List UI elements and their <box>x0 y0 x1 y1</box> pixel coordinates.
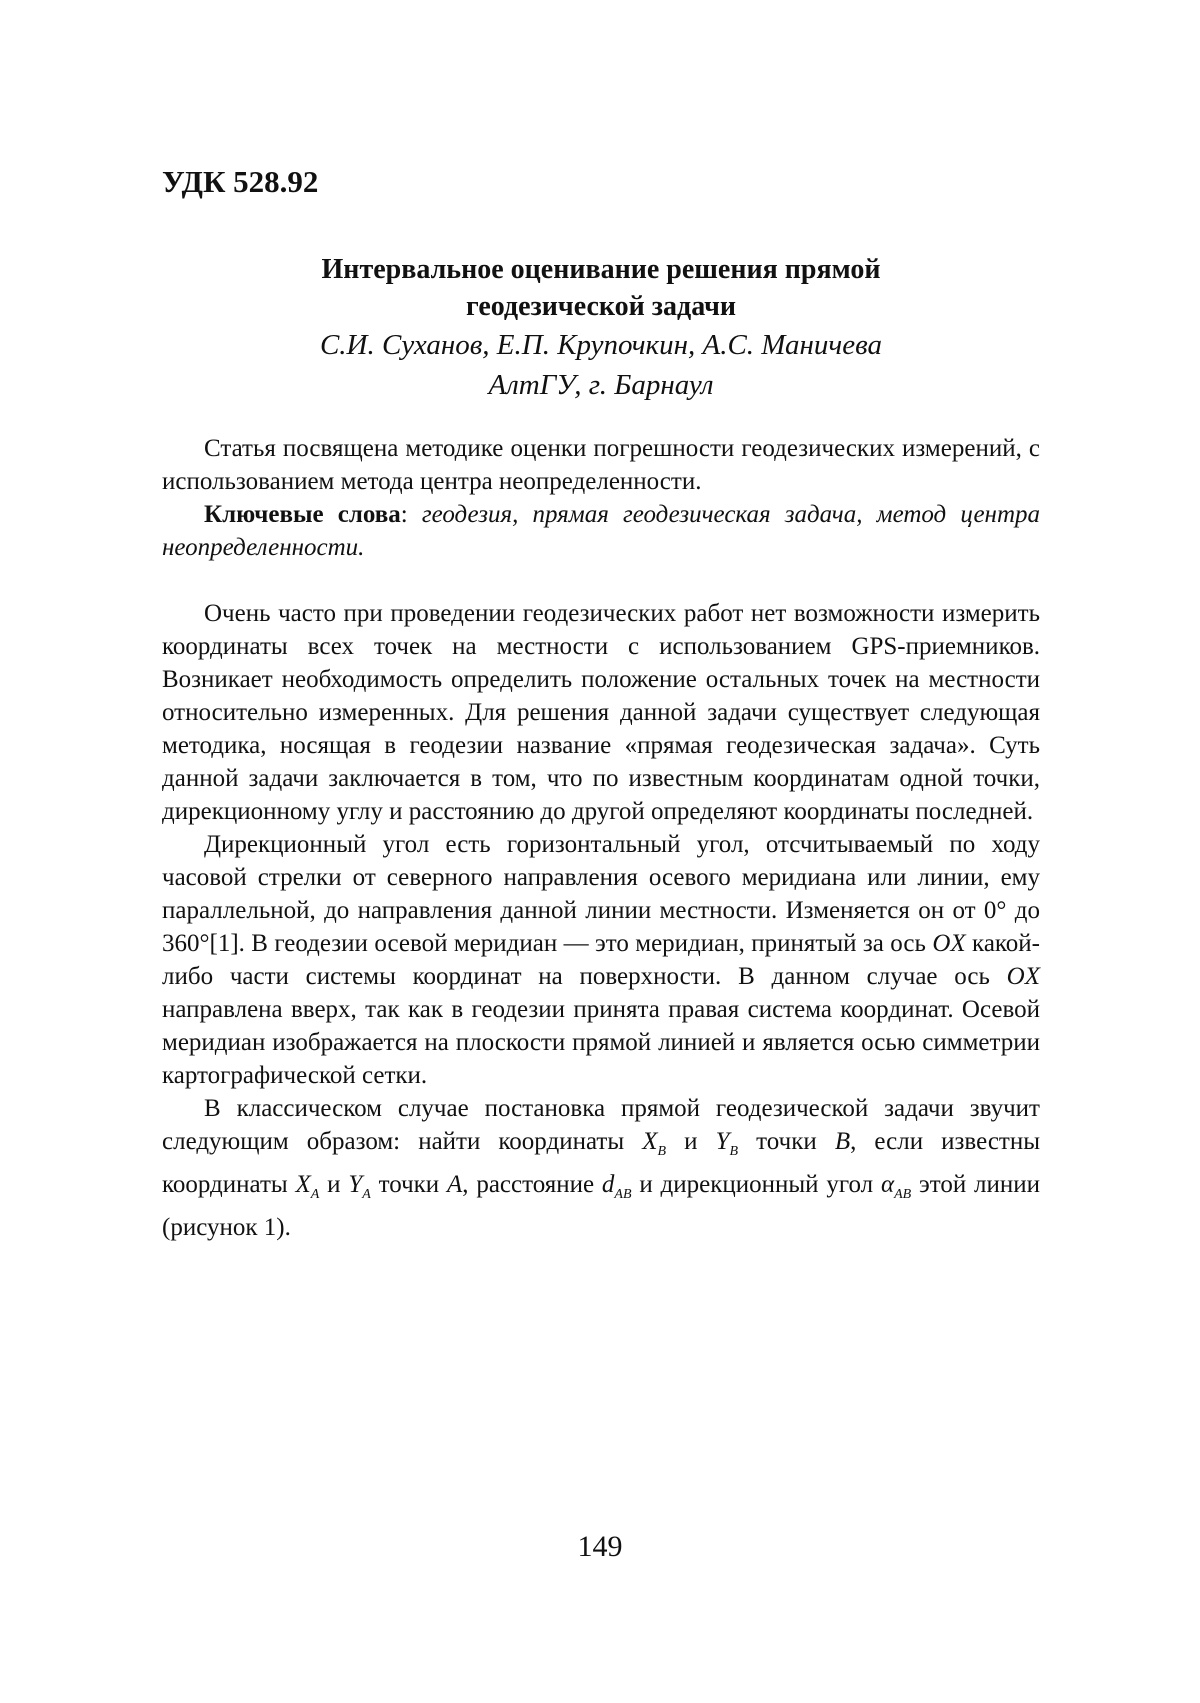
var-ya-sub: A <box>362 1187 371 1202</box>
title-line-1: Интервальное оценивание решения прямой <box>162 251 1040 288</box>
abstract: Статья посвящена методике оценки погрешности геодезических измерений, с использованием метода центра неопределенности. <box>162 432 1040 498</box>
title-line-2: геодезической задачи <box>162 288 1040 325</box>
var-d-sub: AB <box>614 1187 631 1202</box>
var-a: A <box>447 1171 462 1198</box>
var-xb: X <box>642 1128 657 1155</box>
var-ya: Y <box>348 1171 362 1198</box>
affiliation: АлтГУ, г. Барнаул <box>162 365 1040 405</box>
p2-text-a: Дирекционный угол есть горизонтальный угол, отсчитываемый по ходу часовой стрелки от северного направления осевого меридиана или линии, ему параллельной, до направления данной линии местности. Изменяется он от 0° до 360°[1]. В геодезии осевой меридиан — это меридиан, принятый за ось <box>162 831 1040 957</box>
p3-point-2: точки <box>371 1171 447 1198</box>
axis-ox-2: OX <box>1007 963 1040 990</box>
var-alpha-sub: AB <box>894 1187 911 1202</box>
udk-code: УДК 528.92 <box>162 162 1040 202</box>
keywords-sep: : <box>401 501 408 528</box>
article-title <box>162 251 1040 325</box>
keywords <box>162 498 1040 564</box>
var-b: B <box>835 1128 850 1155</box>
p3-text-a: В классическом случае постановка прямой геодезической задачи звучит следующим образом: найти координаты <box>162 1095 1040 1155</box>
p2-text-b: какой-либо части системы координат на поверхности. В данном случае ось <box>162 930 1040 990</box>
keywords-text: геодезия, прямая геодезическая задача, метод центра неопределенности. <box>162 501 1040 561</box>
paragraph-2 <box>162 828 1040 1092</box>
p2-text-c: направлена вверх, так как в геодезии принята правая система координат. Осевой меридиан изображается на плоскости прямой линией и является осью симметрии картографической сетки. <box>162 996 1040 1089</box>
var-xa: X <box>296 1171 311 1198</box>
var-yb: Y <box>716 1128 730 1155</box>
page-content <box>162 150 1040 1244</box>
var-xa-sub: A <box>311 1187 320 1202</box>
authors: С.И. Суханов, Е.П. Крупочкин, А.С. Маничева <box>162 325 1040 365</box>
p3-and-1: и <box>666 1128 716 1155</box>
var-yb-sub: B <box>730 1144 739 1159</box>
var-alpha: α <box>881 1171 894 1198</box>
paragraph-1: Очень часто при проведении геодезических работ нет возможности измерить координаты всех точек на местности с использованием GPS-приемников. Возникает необходимость определить положение остальных точек на местности относительно измеренных. Для решения данной задачи существует следующая методика, носящая в геодезии название «прямая геодезическая задача». Суть данной задачи заключается в том, что по известным координатам одной точки, дирекционному углу и расстоянию до другой определяют координаты последней. <box>162 597 1040 828</box>
keywords-label: Ключевые слова <box>204 501 401 528</box>
page-number: 149 <box>0 1530 1200 1564</box>
p3-point-1: точки <box>738 1128 835 1155</box>
p3-end: этой линии (рисунок 1). <box>162 1171 1040 1241</box>
p3-comma-1: , если известны координаты <box>162 1128 1040 1198</box>
var-xb-sub: B <box>658 1144 667 1159</box>
var-d: d <box>602 1171 615 1198</box>
p3-and-2: и <box>319 1171 348 1198</box>
axis-ox-1: OX <box>932 930 965 957</box>
p3-dist: , расстояние <box>462 1171 602 1198</box>
paragraph-3 <box>162 1092 1040 1244</box>
p3-and-3: и дирекционный угол <box>632 1171 881 1198</box>
